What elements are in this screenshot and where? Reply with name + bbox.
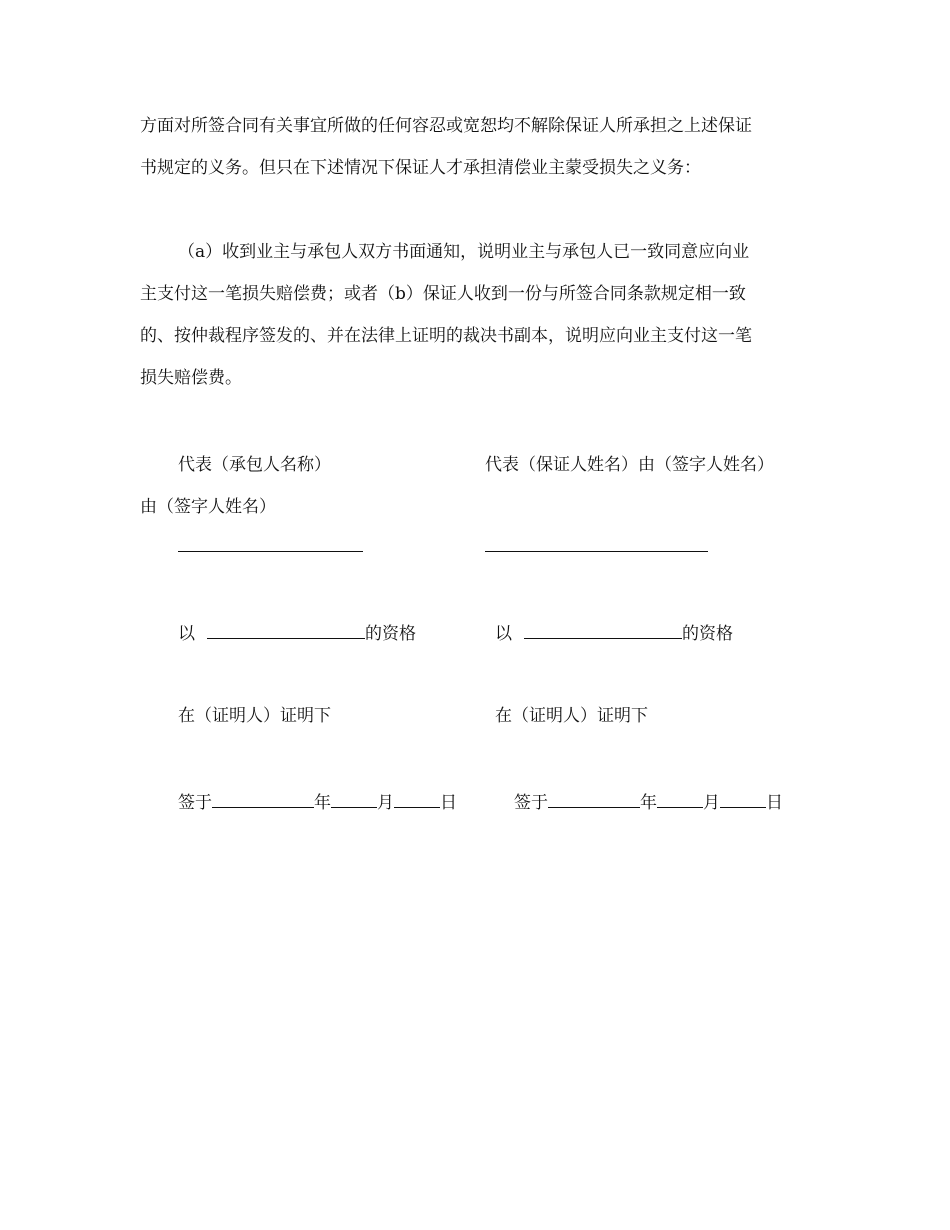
left-capacity-row	[178, 622, 416, 644]
left-signature-line[interactable]	[178, 551, 363, 552]
right-signature-line[interactable]	[485, 551, 708, 552]
right-capacity-row	[495, 622, 733, 644]
capacity-suffix: 的资格	[682, 624, 733, 644]
left-year-blank[interactable]	[331, 791, 377, 808]
right-capacity-blank[interactable]	[524, 622, 682, 639]
right-represent-label: 代表（保证人姓名）由（签字人姓名）	[485, 455, 774, 475]
month-label: 月	[377, 793, 394, 813]
left-capacity-blank[interactable]	[207, 622, 365, 639]
paragraph-line: （a）收到业主与承包人双方书面通知，说明业主与承包人已一致同意应向业	[178, 242, 750, 262]
capacity-suffix: 的资格	[365, 624, 416, 644]
right-witness-label: 在（证明人）证明下	[495, 706, 648, 726]
paragraph-line: 损失赔偿费。	[140, 368, 242, 388]
left-witness-label: 在（证明人）证明下	[178, 706, 331, 726]
right-year-blank[interactable]	[657, 791, 703, 808]
left-month-blank[interactable]	[394, 791, 440, 808]
left-date-row	[178, 791, 457, 813]
right-date-row	[514, 791, 783, 813]
signed-at-label: 签于	[178, 793, 212, 813]
day-label: 日	[440, 793, 457, 813]
left-place-blank[interactable]	[212, 791, 314, 808]
left-signer-label: 由（签字人姓名）	[140, 497, 276, 517]
paragraph-line: 方面对所签合同有关事宜所做的任何容忍或宽恕均不解除保证人所承担之上述保证	[140, 116, 752, 136]
day-label: 日	[766, 793, 783, 813]
year-label: 年	[314, 793, 331, 813]
capacity-prefix: 以	[495, 624, 512, 644]
month-label: 月	[703, 793, 720, 813]
paragraph-line: 书规定的义务。但只在下述情况下保证人才承担清偿业主蒙受损失之义务：	[140, 158, 701, 178]
year-label: 年	[640, 793, 657, 813]
paragraph-line: 主支付这一笔损失赔偿费；或者（b）保证人收到一份与所签合同条款规定相一致	[140, 284, 746, 304]
capacity-prefix: 以	[178, 624, 195, 644]
right-place-blank[interactable]	[548, 791, 640, 808]
left-represent-label: 代表（承包人名称）	[178, 455, 331, 475]
signed-at-label: 签于	[514, 793, 548, 813]
right-month-blank[interactable]	[720, 791, 766, 808]
paragraph-line: 的、按仲裁程序签发的、并在法律上证明的裁决书副本，说明应向业主支付这一笔	[140, 326, 752, 346]
